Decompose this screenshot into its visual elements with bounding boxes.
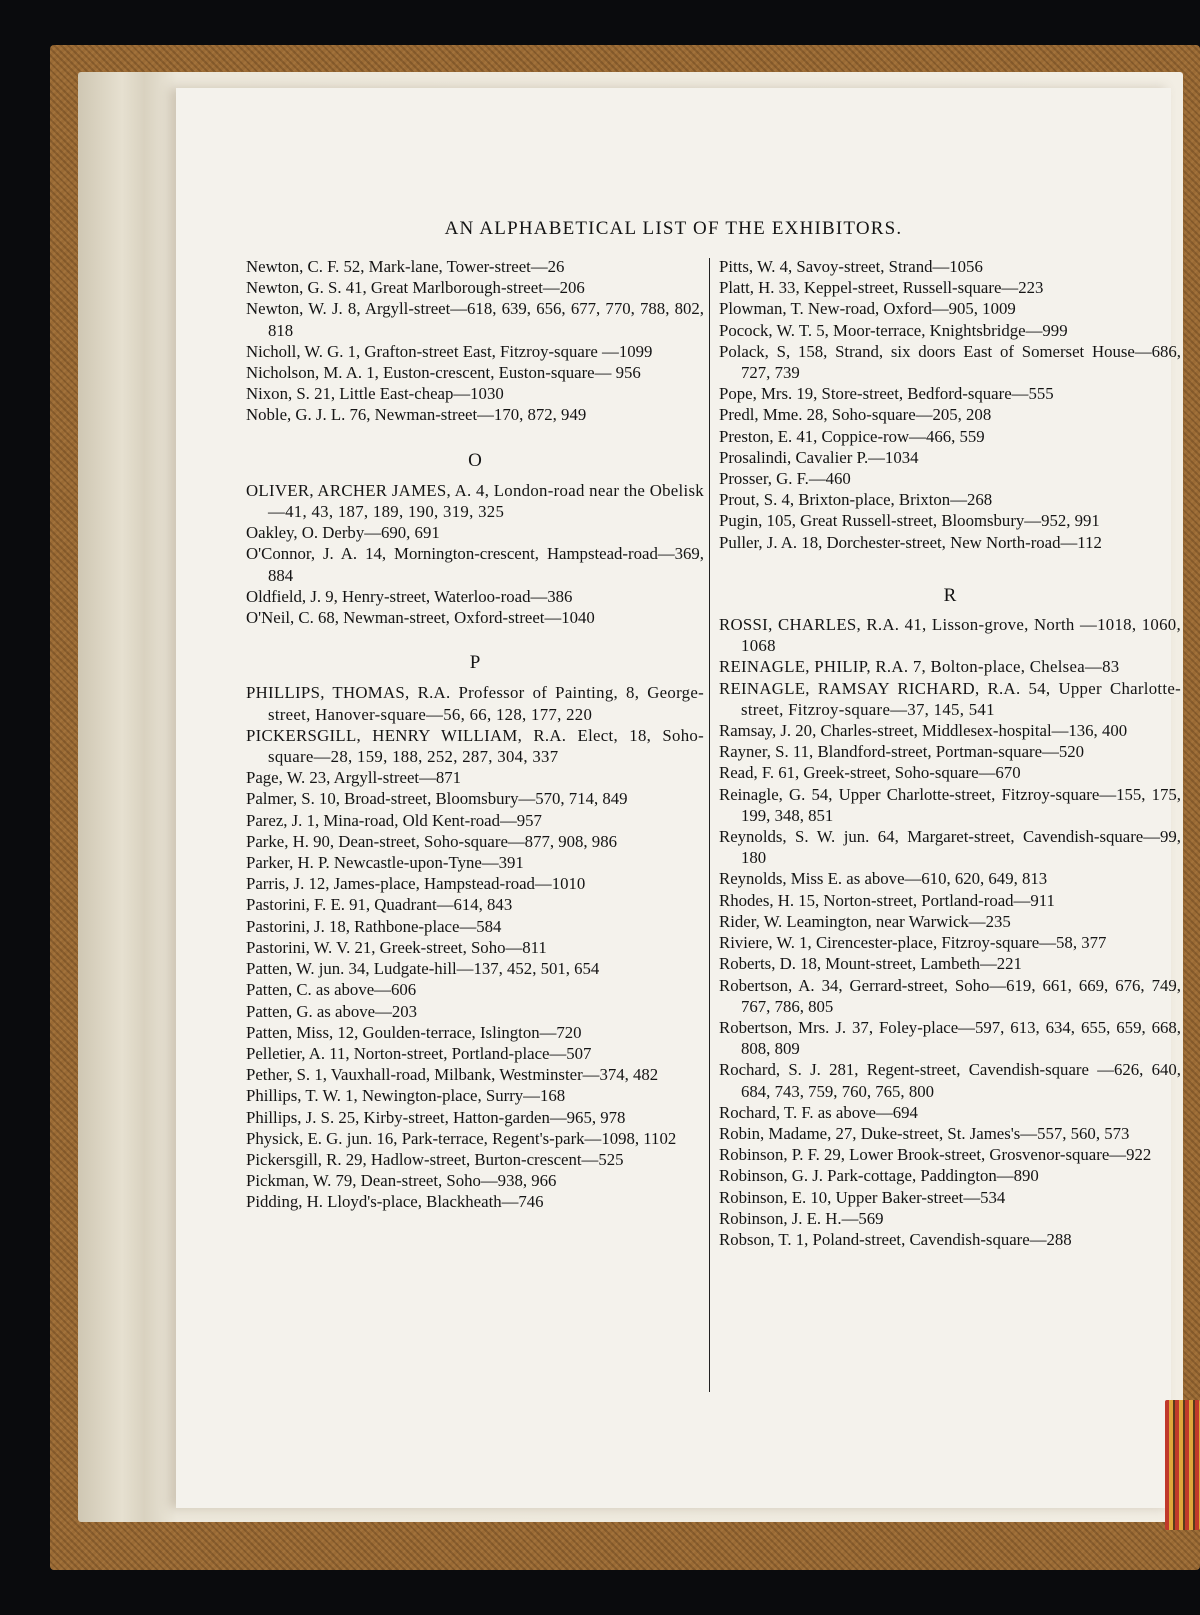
bookmark-ribbon [1165, 1400, 1200, 1530]
list-entry: Palmer, S. 10, Broad-street, Bloomsbury—570, 714, 849 [246, 789, 628, 809]
list-entry: Puller, J. A. 18, Dorchester-street, New North-road—112 [719, 532, 1102, 552]
list-entry: ROSSI, CHARLES, R.A. 41, Lisson-grove, North —1018, 1060, 1068 [719, 615, 1181, 656]
list-entry: Patten, W. jun. 34, Ludgate-hill—137, 452, 501, 654 [246, 959, 600, 979]
list-entry: Parker, H. P. Newcastle-upon-Tyne—391 [246, 853, 524, 873]
list-entry: Pickman, W. 79, Dean-street, Soho—938, 966 [246, 1171, 557, 1191]
list-entry: Rayner, S. 11, Blandford-street, Portman-square—520 [719, 742, 1085, 762]
list-entry: REINAGLE, RAMSAY RICHARD, R.A. 54, Upper Charlotte-street, Fitzroy-square—37, 145, 541 [719, 678, 1181, 719]
list-entry: REINAGLE, PHILIP, R.A. 7, Bolton-place, Chelsea—83 [719, 657, 1120, 677]
list-entry: Robson, T. 1, Poland-street, Cavendish-square—288 [719, 1229, 1072, 1249]
section-letter-o: O [468, 449, 482, 471]
list-entry: Reynolds, Miss E. as above—610, 620, 649, 813 [719, 869, 1048, 889]
list-entry: Prosalindi, Cavalier P.—1034 [719, 447, 919, 467]
list-entry: O'Connor, J. A. 14, Mornington-crescent, Hampstead-road—369, 884 [246, 544, 704, 585]
list-entry: Pocock, W. T. 5, Moor-terrace, Knightsbridge—999 [719, 320, 1068, 340]
list-entry: Parez, J. 1, Mina-road, Old Kent-road—957 [246, 810, 542, 830]
list-entry: Robinson, G. J. Park-cottage, Paddington—890 [719, 1166, 1039, 1186]
list-entry: Noble, G. J. L. 76, Newman-street—170, 872, 949 [246, 405, 587, 425]
list-entry: Rhodes, H. 15, Norton-street, Portland-road—911 [719, 890, 1055, 910]
list-entry: Oldfield, J. 9, Henry-street, Waterloo-road—386 [246, 586, 573, 606]
list-entry: Patten, G. as above—203 [246, 1001, 418, 1021]
list-entry: Page, W. 23, Argyll-street—871 [246, 768, 462, 788]
list-entry: PICKERSGILL, HENRY WILLIAM, R.A. Elect, 18, Soho-square—28, 159, 188, 252, 287, 304, 337 [246, 725, 704, 767]
list-entry: Prosser, G. F.—460 [719, 469, 851, 489]
list-entry: OLIVER, ARCHER JAMES, A. 4, London-road near the Obelisk—41, 43, 187, 189, 190, 319, 325 [246, 480, 704, 522]
list-entry: Predl, Mme. 28, Soho-square—205, 208 [719, 405, 992, 425]
list-entry: Pidding, H. Lloyd's-place, Blackheath—746 [246, 1192, 544, 1212]
list-entry: Robin, Madame, 27, Duke-street, St. James's—557, 560, 573 [719, 1123, 1130, 1143]
list-entry: Parris, J. 12, James-place, Hampstead-road—1010 [246, 874, 586, 894]
list-entry: Ramsay, J. 20, Charles-street, Middlesex-hospital—136, 400 [719, 721, 1128, 741]
list-entry: Pether, S. 1, Vauxhall-road, Milbank, Westminster—374, 482 [246, 1065, 659, 1085]
list-entry: Parke, H. 90, Dean-street, Soho-square—877, 908, 986 [246, 831, 617, 851]
list-entry: Pitts, W. 4, Savoy-street, Strand—1056 [719, 257, 983, 276]
list-entry: Pope, Mrs. 19, Store-street, Bedford-square—555 [719, 384, 1054, 404]
list-entry: O'Neil, C. 68, Newman-street, Oxford-street—1040 [246, 608, 595, 628]
list-entry: Plowman, T. New-road, Oxford—905, 1009 [719, 299, 1016, 319]
list-entry: Platt, H. 33, Keppel-street, Russell-square—223 [719, 278, 1044, 298]
list-entry: Roberts, D. 18, Mount-street, Lambeth—221 [719, 954, 1022, 974]
list-entry: Preston, E. 41, Coppice-row—466, 559 [719, 426, 985, 446]
list-entry: Pastorini, F. E. 91, Quadrant—614, 843 [246, 895, 513, 915]
list-entry: Reinagle, G. 54, Upper Charlotte-street, Fitzroy-square—155, 175, 199, 348, 851 [719, 784, 1181, 825]
list-entry: Patten, Miss, 12, Goulden-terrace, Islington—720 [246, 1022, 582, 1042]
list-entry: Rochard, T. F. as above—694 [719, 1102, 918, 1122]
list-entry: Patten, C. as above—606 [246, 980, 417, 1000]
list-entry: Phillips, T. W. 1, Newington-place, Surry—168 [246, 1086, 566, 1106]
list-entry: Pastorini, W. V. 21, Greek-street, Soho—811 [246, 937, 547, 957]
list-entry: Robinson, E. 10, Upper Baker-street—534 [719, 1187, 1006, 1207]
list-entry: Rider, W. Leamington, near Warwick—235 [719, 911, 1011, 931]
list-entry: Newton, C. F. 52, Mark-lane, Tower-street—26 [246, 257, 565, 276]
list-entry: Pickersgill, R. 29, Hadlow-street, Burton-crescent—525 [246, 1149, 624, 1169]
list-entry: Read, F. 61, Greek-street, Soho-square—670 [719, 763, 1021, 783]
right-column [719, 256, 1181, 1250]
list-entry: Oakley, O. Derby—690, 691 [246, 523, 440, 543]
list-entry: Newton, W. J. 8, Argyll-street—618, 639, 656, 677, 770, 788, 802, 818 [246, 299, 704, 340]
list-entry: Rochard, S. J. 281, Regent-street, Cavendish-square —626, 640, 684, 743, 759, 760, 765, 800 [719, 1060, 1181, 1101]
section-letter-r: R [943, 584, 957, 606]
list-entry: Newton, G. S. 41, Great Marlborough-street—206 [246, 278, 585, 298]
list-entry: Pugin, 105, Great Russell-street, Bloomsbury—952, 991 [719, 511, 1100, 531]
list-entry: Robertson, A. 34, Gerrard-street, Soho—619, 661, 669, 676, 749, 767, 786, 805 [719, 975, 1181, 1016]
list-entry: Prout, S. 4, Brixton-place, Brixton—268 [719, 490, 993, 510]
list-entry: PHILLIPS, THOMAS, R.A. Professor of Painting, 8, George-street, Hanover-square—56, 66, 128, 177, 220 [246, 683, 704, 724]
list-entry: Nicholson, M. A. 1, Euston-crescent, Euston-square— 956 [246, 363, 641, 383]
left-column [246, 256, 704, 1213]
list-entry: Robinson, P. F. 29, Lower Brook-street, Grosvenor-square—922 [719, 1145, 1152, 1165]
list-entry: Phillips, J. S. 25, Kirby-street, Hatton-garden—965, 978 [246, 1107, 626, 1127]
column-divider [709, 258, 710, 1392]
list-entry: Nicholl, W. G. 1, Grafton-street East, Fitzroy-square —1099 [246, 341, 653, 361]
list-entry: Reynolds, S. W. jun. 64, Margaret-street, Cavendish-square—99, 180 [719, 827, 1181, 868]
list-entry: Nixon, S. 21, Little East-cheap—1030 [246, 384, 504, 404]
list-entry: Robertson, Mrs. J. 37, Foley-place—597, 613, 634, 655, 659, 668, 808, 809 [719, 1017, 1181, 1059]
list-entry: Polack, S, 158, Strand, six doors East of Somerset House—686, 727, 739 [719, 341, 1181, 383]
list-entry: Robinson, J. E. H.—569 [719, 1208, 884, 1228]
section-letter-p: P [469, 652, 481, 674]
list-entry: Riviere, W. 1, Cirencester-place, Fitzroy-square—58, 377 [719, 933, 1107, 953]
list-entry: Physick, E. G. jun. 16, Park-terrace, Regent's-park—1098, 1102 [246, 1128, 677, 1148]
page-title: AN ALPHABETICAL LIST OF THE EXHIBITORS. [444, 218, 903, 239]
list-entry: Pastorini, J. 18, Rathbone-place—584 [246, 916, 502, 936]
list-entry: Pelletier, A. 11, Norton-street, Portland-place—507 [246, 1043, 592, 1063]
